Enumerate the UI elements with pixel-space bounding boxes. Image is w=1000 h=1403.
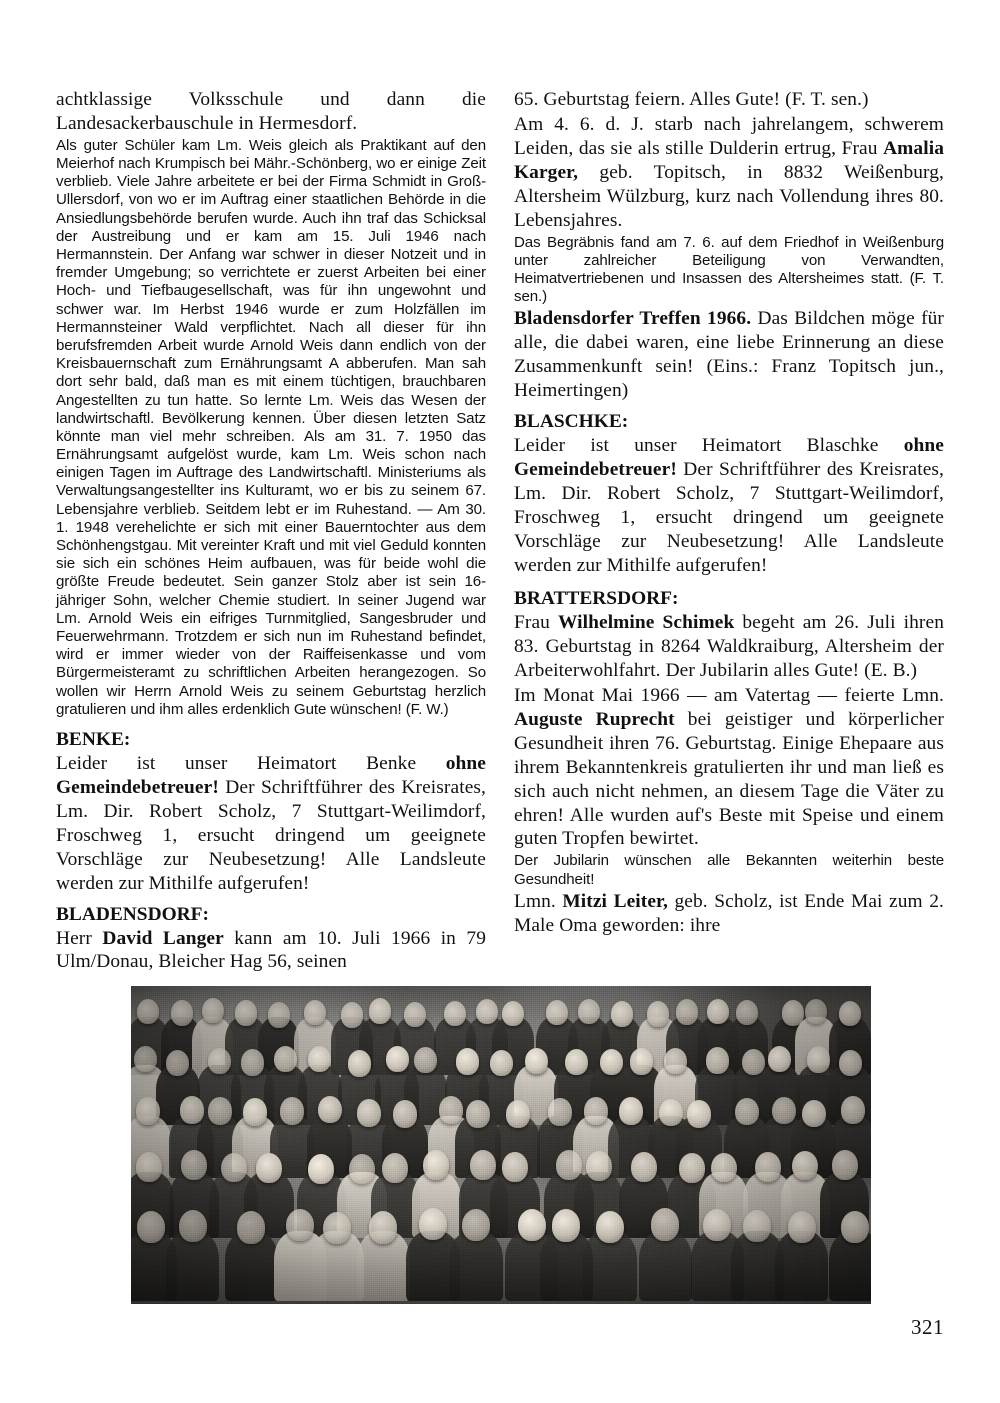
paragraph: Herr David Langer kann am 10. Juli 1966 in 79 Ulm/Donau, Bleicher Hag 56, seinen (56, 927, 487, 973)
paragraph: Bladensdorfer Treffen 1966. Das Bildchen möge für alle, die dabei waren, eine liebe Erinnerung an diese Zusammenkunft sein! (Eins.: Franz Topitsch jun., Heimertingen) (514, 308, 944, 402)
paragraph: Frau Wilhelmine Schimek begeht am 26. Juli ihren 83. Geburtstag in 8264 Waldkraiburg, Altersheim der Arbeiterwohlfahrt. Der Jubilarin alles Gute! (E. B.) (514, 611, 944, 681)
paragraph: Lmn. Mitzi Leiter, geb. Scholz, ist Ende Mai zum 2. Male Oma geworden: ihre (514, 890, 944, 936)
paragraph: Am 4. 6. d. J. starb nach jahrelangem, schwerem Leiden, das sie als stille Dulderin ertrug, Frau Amalia Karger, geb. Topitsch, in 8832 Weißenburg, Altersheim Wülzburg, kurz nach Vollendung ihres 80. Lebensjahres. (514, 113, 944, 231)
photo-image (131, 986, 871, 1304)
paragraph-small: Der Jubilarin wünschen alle Bekannten weiterhin beste Gesundheit! (514, 852, 944, 888)
section-heading-benke: BENKE: (56, 728, 131, 750)
right-column (514, 88, 944, 939)
section-heading-bladensdorf: BLADENSDORF: (56, 903, 209, 925)
paragraph: achtklassige Volksschule und dann die Landesackerbauschule in Hermesdorf. (56, 89, 486, 134)
paragraph: Leider ist unser Heimatort Blaschke ohne Gemeindebetreuer! Der Schriftführer des Kreisrates, Lm. Dir. Robert Scholz, 7 Stuttgart-Weilimdorf, Froschweg 1, ersucht dringend um geeignete Vorschläge zur Neubesetzung! Alle Landsleute werden zur Mithilfe aufgerufen! (514, 435, 944, 576)
paragraph: Im Monat Mai 1966 — am Vatertag — feierte Lmn. Auguste Ruprecht bei geistiger und körperlicher Gesundheit ihren 76. Geburtstag. Einige Ehepaare aus ihrem Bekanntenkreis gratulierten ihr und man ließ es sich auch nicht nehmen, an diesem Tage die Väter zu ehren! Alle wurden auf's Beste mit Speise und einem guten Tropfen bewirtet. (514, 684, 944, 850)
paragraph: Leider ist unser Heimatort Benke ohne Gemeindebetreuer! Der Schriftführer des Kreisrates, Lm. Dir. Robert Scholz, 7 Stuttgart-Weilimdorf, Froschweg 1, ersucht dringend um geeignete Vorschläge zur Neubesetzung! Alle Landsleute werden zur Mithilfe aufgerufen! (56, 752, 486, 894)
group-photograph (131, 986, 871, 1304)
section-heading-blaschke: BLASCHKE: (514, 411, 629, 433)
paragraph-small: Das Begräbnis fand am 7. 6. auf dem Friedhof in Weißenburg unter zahlreicher Beteiligung von Verwandten, Heimatvertriebenen und Insassen des Altersheimes statt. (F. T. sen.) (514, 233, 944, 306)
paragraph: 65. Geburtstag feiern. Alles Gute! (F. T. sen.) (514, 89, 869, 110)
two-column-text-body (56, 88, 944, 975)
left-column (56, 88, 486, 975)
photo-vignette (131, 986, 871, 1304)
paragraph-small: Als guter Schüler kam Lm. Weis gleich als Praktikant auf den Meierhof nach Krumpisch bei Mähr.-Schönberg, wo er einige Zeit verblieb. Viele Jahre arbeitete er bei der Firma Schmidt in Groß-Ullersdorf, von wo er im Auftrag einer staatlichen Behörde in die Ansiedlungsbehörde berufen wurde. Auch ihn traf das Schicksal der Austreibung und er kam am 15. Juli 1946 nach Hermannstein. Der Anfang war schwer in dieser Notzeit und in fremder Umgebung; so verrichtete er zuerst Arbeiten bei einer Hoch- und Tiefbaugesellschaft, was für ihn ungewohnt und schwer war. Im Herbst 1946 wurde er zum Holzfällen im Hermannsteiner Wald verpflichtet. Nach all dieser für ihn berufsfremden Arbeit wurde Arnold Weis dann endlich von der Kreisbauernschaft zum Ernährungsamt A abberufen. Man sah dort sehr bald, daß man es mit einem tüchtigen, brauchbaren Angestellten zu tun hatte. So lernte Lm. Weis das Wesen der landwirtschaftl. Bevölkerung kennen. Über diesen letzten Satz könnte man viel mehr schreiben. Als am 31. 7. 1950 das Ernährungsamt aufgelöst wurde, kam Lm. Weis schon nach einigen Tagen im Auftrage des Landwirtschaftl. Ministeriums als Verwaltungsangestellter ins Kulturamt, wo er bis zu seinem 67. Lebensjahre verblieb. Seitdem lebt er im Ruhestand. — Am 30. 1. 1948 verehelichte er sich mit einer Bauerntochter aus dem Schönhengstgau. Mit vereinter Kraft und mit viel Geduld konnten sie sich ein schönes Heim aufbauen, was für beide wohl die größte Freude bedeutet. Sein ganzer Stolz aber ist sein 16-jähriger Sohn, welcher Chemie studiert. In seiner Jugend war Lm. Arnold Weis ein eifriges Turnmitglied, Sangesbruder und Feuerwehrmann. Trotzdem er sich nun im Ruhestand befindet, wird er immer wieder von der Raiffeisenkasse und vom Bürgermeisteramt zu schriftlichen Arbeiten herangezogen. So wollen wir Herrn Arnold Weis zu seinem Geburtstag herzlich gratulieren und ihm alles erdenklich Gute wünschen! (F. W.) (56, 136, 486, 718)
section-heading-brattersdorf: BRATTERSDORF: (514, 587, 679, 609)
page-number: 321 (911, 1315, 944, 1339)
